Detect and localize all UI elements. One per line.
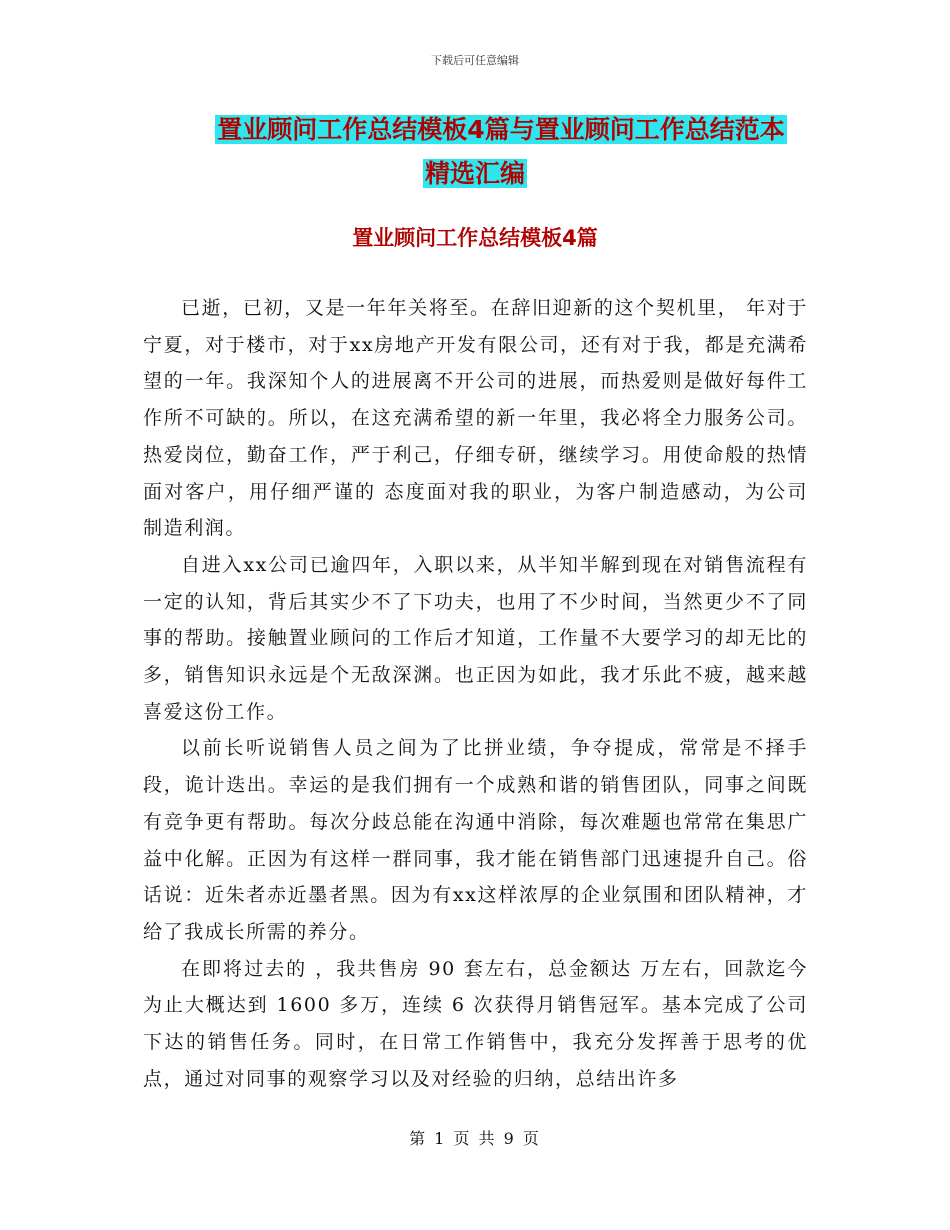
body-text (143, 290, 808, 1097)
title-line-1: 置业顾问工作总结模板4篇与置业顾问工作总结范本 (217, 115, 785, 144)
section-heading: 置业顾问工作总结模板4篇 (352, 226, 598, 250)
title-line-2: 精选汇编 (424, 159, 525, 188)
paragraph: 在即将过去的 ，我共售房 90 套左右，总金额达 万左右，回款迄今为止大概达到 1600 多万，连续 6 次获得月销售冠军。基本完成了公司下达的销售任务。同时，在日常工作销售中，我充分发挥善于思考的优点，通过对同事的观察学习以及对经验的归纳，总结出许多 (143, 957, 808, 1090)
page-number: 第 1 页 共 9 页 (409, 1129, 541, 1148)
document-title (0, 108, 950, 196)
paragraph: 以前长听说销售人员之间为了比拼业绩，争夺提成，常常是不择手段，诡计迭出。幸运的是我们拥有一个成熟和谐的销售团队，同事之间既有竞争更有帮助。每次分歧总能在沟通中消除，每次难题也常常在集思广益中化解。正因为有这样一群同事，我才能在销售部门迅速提升自己。俗话说：近朱者赤近墨者黑。因为有xx这样浓厚的企业氛围和团队精神，才给了我成长所需的养分。 (143, 737, 808, 943)
page-header-note: 下载后可任意编辑 (431, 54, 519, 67)
paragraph: 自进入xx公司已逾四年，入职以来，从半知半解到现在对销售流程有一定的认知，背后其实少不了下功夫，也用了不少时间，当然更少不了同事的帮助。接触置业顾问的工作后才知道，工作量不大要学习的却无比的多，销售知识永远是个无敌深渊。也正因为如此，我才乐此不疲，越来越喜爱这份工作。 (143, 553, 808, 723)
paragraph: 已逝，已初，又是一年年关将至。在辞旧迎新的这个契机里， 年对于宁夏，对于楼市，对于xx房地产开发有限公司，还有对于我，都是充满希望的一年。我深知个人的进展离不开公司的进展，而热爱则是做好每件工作所不可缺的。所以，在这充满希望的新一年里，我必将全力服务公司。热爱岗位，勤奋工作，严于利己，仔细专研，继续学习。用使命般的热情面对客户，用仔细严谨的 态度面对我的职业，为客户制造感动，为公司制造利润。 (143, 297, 808, 540)
